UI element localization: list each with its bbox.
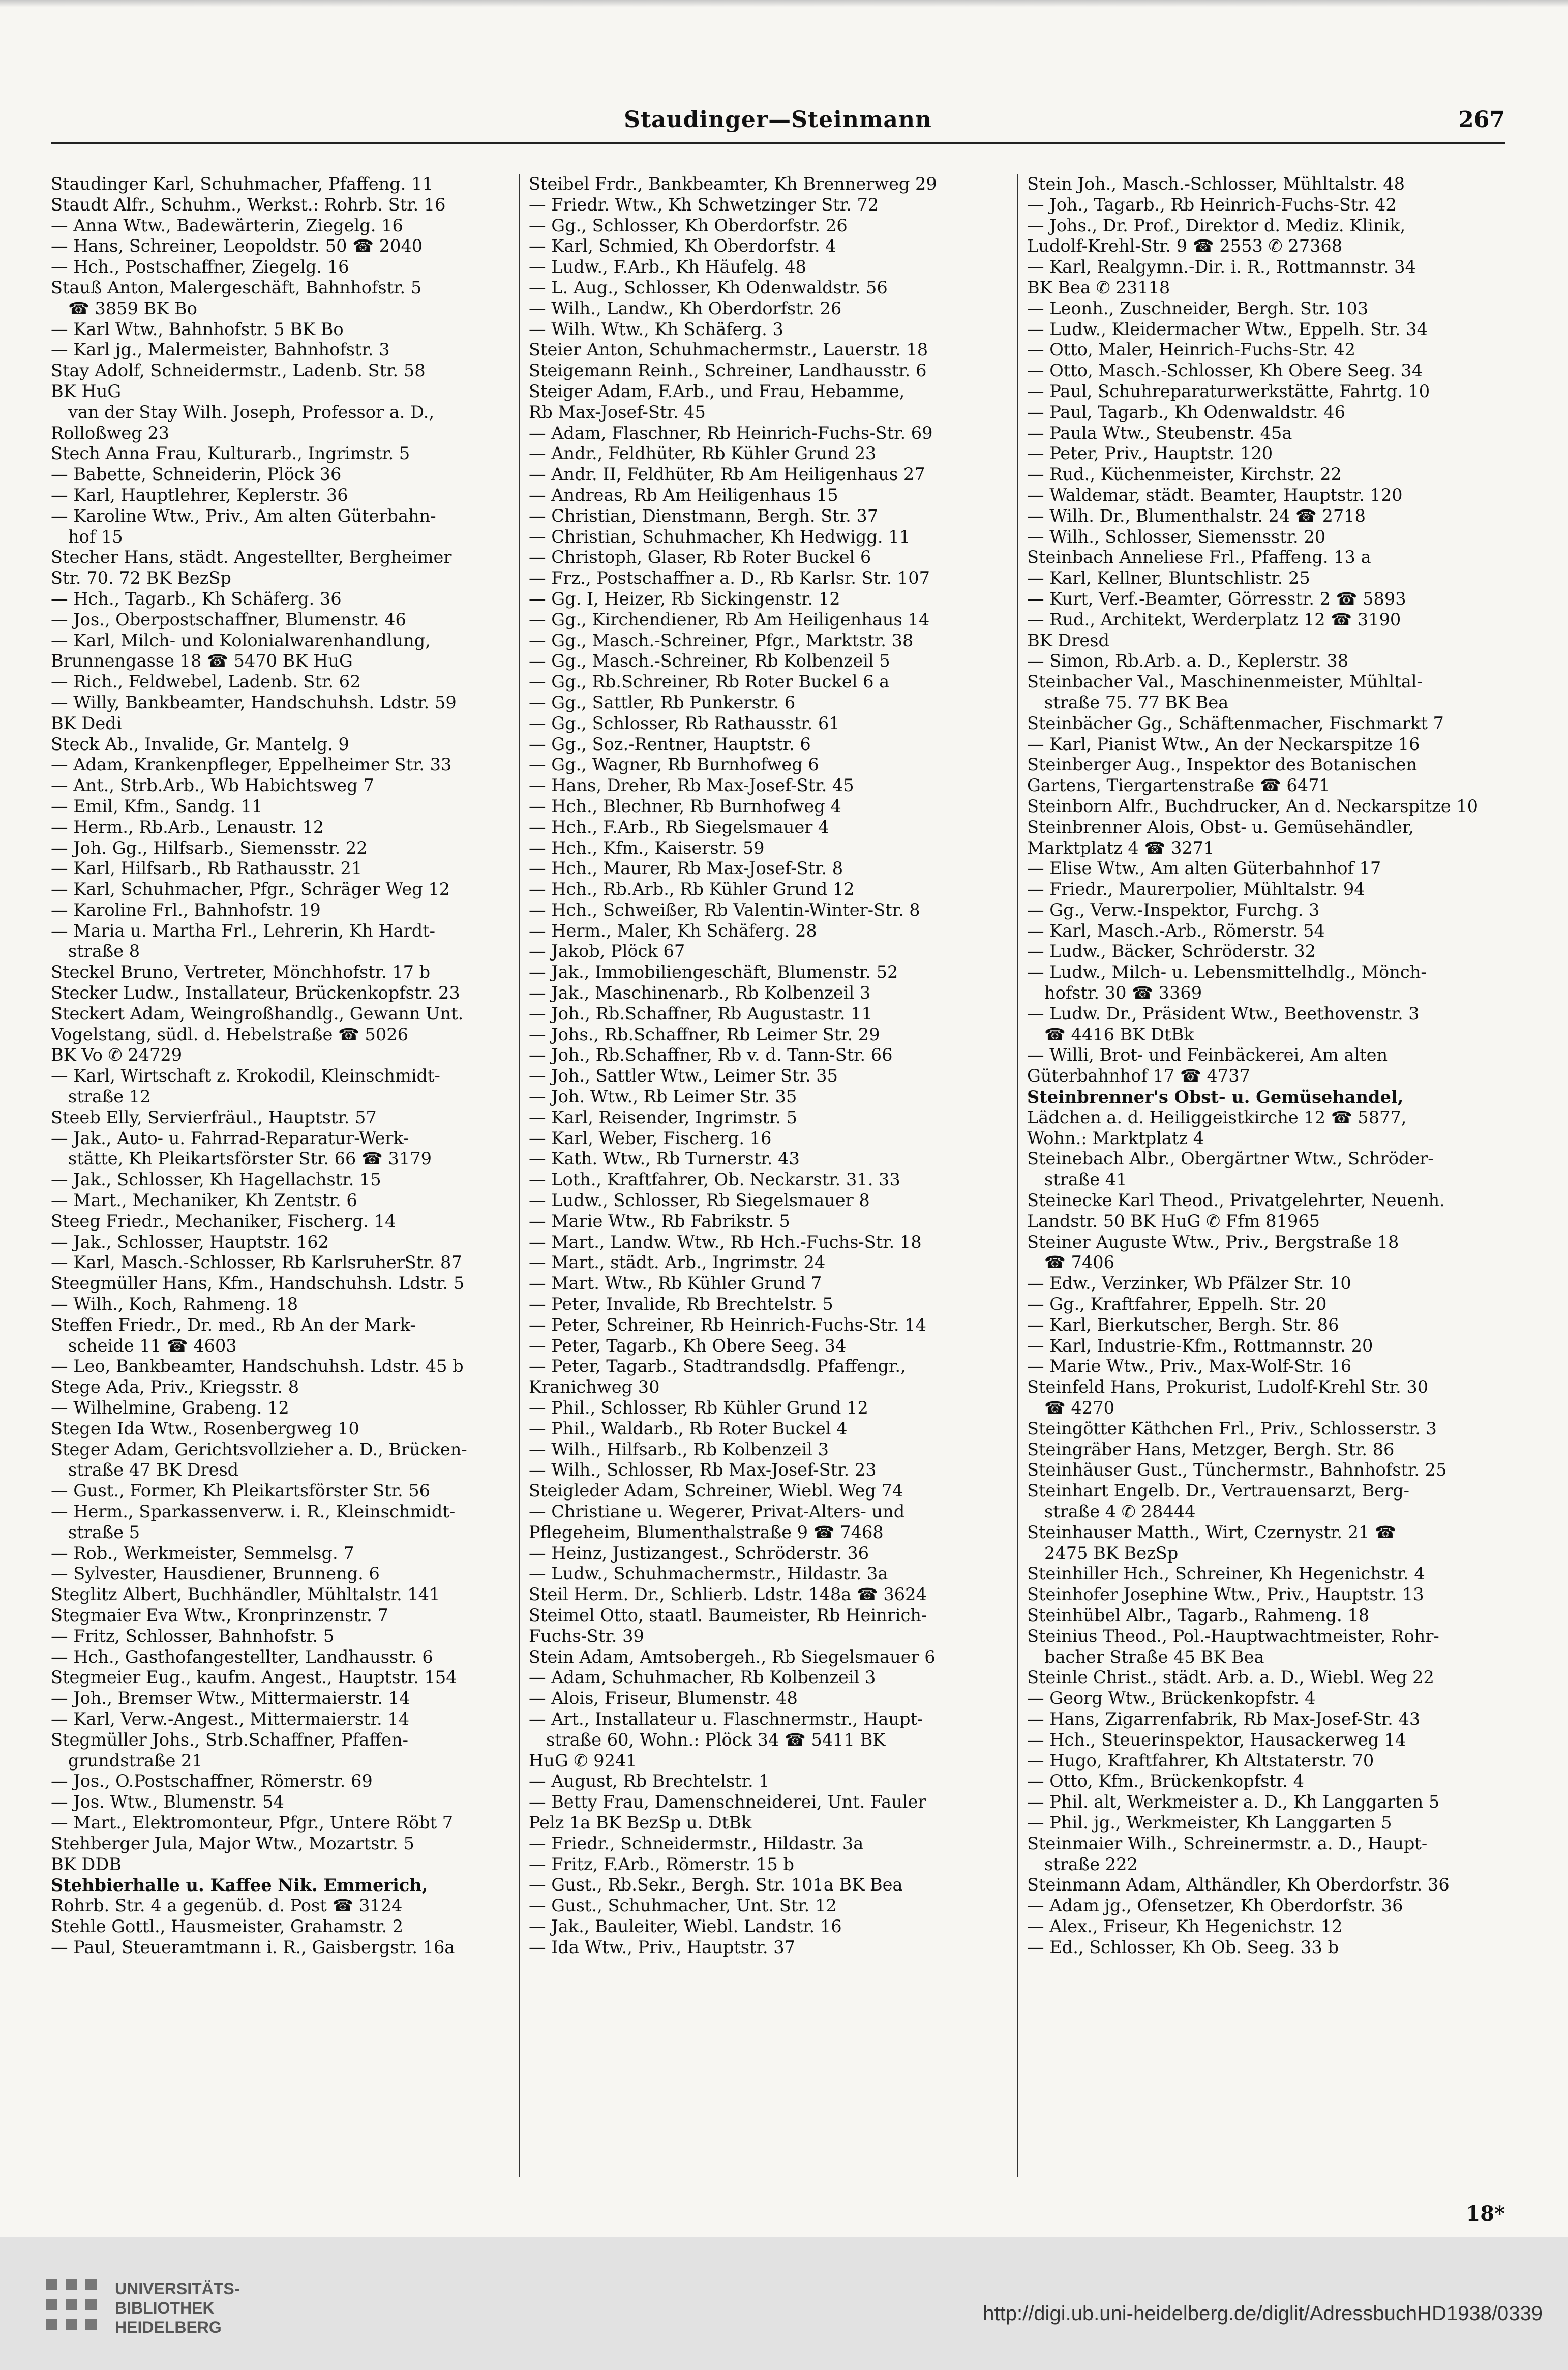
directory-entry: Steinberger Aug., Inspektor des Botanischen [1027, 755, 1418, 775]
directory-entry: Steimel Otto, staatl. Baumeister, Rb Heinrich- [529, 1605, 927, 1625]
directory-entry: — Ant., Strb.Arb., Wb Habichtsweg 7 [51, 775, 374, 796]
directory-entry: straße 4 ✆ 28444 [1044, 1502, 1196, 1521]
directory-entry: — Hch., Schweißer, Rb Valentin-Winter-Str. 8 [529, 899, 920, 920]
directory-entry: Steier Anton, Schuhmachermstr., Lauerstr. 18 [529, 340, 928, 360]
directory-entry: — Kurt, Verf.-Beamter, Görresstr. 2 ☎ 5893 [1027, 588, 1406, 609]
directory-entry: Landstr. 50 BK HuG ✆ Ffm 81965 [1027, 1211, 1320, 1231]
directory-entry: Steinebach Albr., Obergärtner Wtw., Schröder- [1027, 1149, 1434, 1169]
directory-entry: Steinmaier Wilh., Schreinermstr. a. D., Haupt- [1027, 1833, 1428, 1853]
directory-entry: Staudt Alfr., Schuhm., Werkst.: Rohrb. Str. 16 [51, 194, 446, 215]
directory-entry: — L. Aug., Schlosser, Kh Odenwaldstr. 56 [529, 277, 888, 297]
directory-entry: straße 8 [68, 941, 140, 962]
directory-entry: Stegen Ida Wtw., Rosenbergweg 10 [51, 1418, 359, 1438]
column-divider [519, 174, 520, 2177]
directory-entry: BK Dedi [51, 713, 122, 733]
directory-entry: — Elise Wtw., Am alten Güterbahnhof 17 [1027, 858, 1381, 879]
directory-entry: — Wilh., Schlosser, Siemensstr. 20 [1027, 526, 1326, 547]
directory-entry: BK Dresd [1027, 630, 1110, 650]
directory-entry: Steingräber Hans, Metzger, Bergh. Str. 86 [1027, 1439, 1395, 1459]
directory-entry: — Otto, Kfm., Brückenkopfstr. 4 [1027, 1771, 1304, 1791]
directory-entry: Stehbierhalle u. Kaffee Nik. Emmerich, [51, 1875, 428, 1896]
directory-entry: — Mart., Mechaniker, Kh Zentstr. 6 [51, 1190, 357, 1211]
directory-entry: Stein Adam, Amtsobergeh., Rb Siegelsmauer 6 [529, 1646, 936, 1667]
directory-entry: — Joh. Gg., Hilfsarb., Siemensstr. 22 [51, 837, 368, 858]
directory-entry: Steckel Bruno, Vertreter, Mönchhofstr. 17 b [51, 962, 431, 982]
directory-entry: — Frz., Postschaffner a. D., Rb Karlsr. Str. 107 [529, 568, 930, 588]
directory-entry: — Alex., Friseur, Kh Hegenichstr. 12 [1027, 1916, 1343, 1936]
directory-entry: — Hch., Blechner, Rb Burnhofweg 4 [529, 796, 841, 816]
directory-entry: — Waldemar, städt. Beamter, Hauptstr. 120 [1027, 485, 1403, 505]
directory-entry: — Paul, Steueramtmann i. R., Gaisbergstr. 16a [51, 1937, 455, 1957]
directory-entry: Steinfeld Hans, Prokurist, Ludolf-Krehl Str. 30 [1027, 1377, 1429, 1397]
directory-entry: — Ludw., Kleidermacher Wtw., Eppelh. Str. 34 [1027, 319, 1428, 339]
header-rule [51, 142, 1505, 144]
directory-entry: — Gg., Verw.-Inspektor, Furchg. 3 [1027, 899, 1320, 920]
directory-entry: — Phil., Schlosser, Rb Kühler Grund 12 [529, 1398, 868, 1418]
directory-entry: Steger Adam, Gerichtsvollzieher a. D., Brücken- [51, 1439, 467, 1459]
directory-entry: straße 5 [68, 1522, 140, 1542]
directory-entry: — Peter, Schreiner, Rb Heinrich-Fuchs-Str. 14 [529, 1314, 926, 1335]
logo-line: HEIDELBERG [115, 2318, 222, 2336]
directory-entry: ☎ 7406 [1044, 1252, 1114, 1273]
page-header [51, 102, 1505, 137]
directory-entry: — Karoline Frl., Bahnhofstr. 19 [51, 899, 321, 920]
directory-entry: Kranichweg 30 [529, 1377, 660, 1397]
directory-entry: — Joh. Wtw., Rb Leimer Str. 35 [529, 1087, 797, 1107]
directory-entry: — Wilh., Hilfsarb., Rb Kolbenzeil 3 [529, 1439, 829, 1459]
directory-entry: — Leo, Bankbeamter, Handschuhsh. Ldstr. 45 b [51, 1356, 464, 1376]
directory-entry: — Rud., Architekt, Werderplatz 12 ☎ 3190 [1027, 609, 1401, 629]
directory-entry: — Loth., Kraftfahrer, Ob. Neckarstr. 31. 33 [529, 1169, 900, 1190]
directory-entry: Pelz 1a BK BezSp u. DtBk [529, 1812, 752, 1833]
directory-entry: — Karl, Bierkutscher, Bergh. Str. 86 [1027, 1314, 1339, 1335]
directory-entry: — August, Rb Brechtelstr. 1 [529, 1771, 770, 1791]
directory-entry: — Joh., Sattler Wtw., Leimer Str. 35 [529, 1066, 838, 1086]
directory-entry: — Christian, Schuhmacher, Kh Hedwigg. 11 [529, 526, 910, 547]
directory-entry: — Joh., Rb.Schaffner, Rb Augustastr. 11 [529, 1003, 872, 1024]
directory-entry: Steinhübel Albr., Tagarb., Rahmeng. 18 [1027, 1605, 1370, 1625]
directory-entry: — Peter, Invalide, Rb Brechtelstr. 5 [529, 1294, 833, 1314]
directory-entry: Lädchen a. d. Heiliggeistkirche 12 ☎ 5877, [1027, 1107, 1407, 1127]
directory-entry: — Willy, Bankbeamter, Handschuhsh. Ldstr. 59 [51, 692, 457, 712]
directory-entry: Güterbahnhof 17 ☎ 4737 [1027, 1066, 1250, 1086]
directory-entry: scheide 11 ☎ 4603 [68, 1335, 237, 1356]
directory-entry: — Karl jg., Malermeister, Bahnhofstr. 3 [51, 340, 390, 360]
directory-entry: — Hch., Tagarb., Kh Schäferg. 36 [51, 588, 342, 609]
directory-entry: — Jakob, Plöck 67 [529, 941, 685, 962]
directory-entry: Steckert Adam, Weingroßhandlg., Gewann Unt. [51, 1003, 464, 1024]
directory-entry: — Gust., Former, Kh Pleikartsförster Str. 56 [51, 1481, 431, 1501]
directory-entry: Str. 70. 72 BK BezSp [51, 568, 231, 588]
directory-entry: BK HuG [51, 381, 122, 401]
directory-entry: — Peter, Priv., Hauptstr. 120 [1027, 443, 1273, 464]
directory-entry: — Hch., Rb.Arb., Rb Kühler Grund 12 [529, 879, 855, 899]
directory-entry: — Wilhelmine, Grabeng. 12 [51, 1398, 289, 1418]
directory-entry: — Ludw., F.Arb., Kh Häufelg. 48 [529, 257, 806, 277]
directory-entry: Stay Adolf, Schneidermstr., Ladenb. Str. 58 [51, 361, 426, 381]
directory-entry: — Karl, Masch.-Schlosser, Rb KarlsruherStr. 87 [51, 1252, 462, 1273]
directory-entry: — Joh., Tagarb., Rb Heinrich-Fuchs-Str. 42 [1027, 194, 1397, 215]
directory-entry: ☎ 4416 BK DtBk [1044, 1024, 1194, 1044]
directory-entry: — Karl, Kellner, Bluntschlistr. 25 [1027, 568, 1310, 588]
directory-entry: Staudinger Karl, Schuhmacher, Pfaffeng. 11 [51, 174, 433, 194]
directory-entry: — Mart., städt. Arb., Ingrimstr. 24 [529, 1252, 826, 1273]
directory-entry: Gartens, Tiergartenstraße ☎ 6471 [1027, 775, 1330, 796]
directory-entry: Steinhofer Josephine Wtw., Priv., Hauptstr. 13 [1027, 1584, 1424, 1605]
directory-entry: — Phil. alt, Werkmeister a. D., Kh Langgarten 5 [1027, 1792, 1440, 1812]
directory-entry: — Karl, Schmied, Kh Oberdorfstr. 4 [529, 236, 836, 256]
directory-entry: — Gg., Sattler, Rb Punkerstr. 6 [529, 692, 796, 712]
directory-entry: straße 41 [1044, 1169, 1127, 1190]
directory-entry: — Otto, Masch.-Schlosser, Kh Obere Seeg. 34 [1027, 361, 1423, 381]
directory-entry: — Karl, Industrie-Kfm., Rottmannstr. 20 [1027, 1335, 1373, 1356]
directory-entry: — Karl Wtw., Bahnhofstr. 5 BK Bo [51, 319, 344, 339]
directory-entry: hofstr. 30 ☎ 3369 [1044, 983, 1202, 1003]
directory-entry: HuG ✆ 9241 [529, 1750, 637, 1771]
directory-entry: — Adam, Krankenpfleger, Eppelheimer Str. 33 [51, 755, 452, 775]
directory-entry: — Gg., Wagner, Rb Burnhofweg 6 [529, 755, 819, 775]
directory-entry: van der Stay Wilh. Joseph, Professor a. D., [68, 402, 435, 422]
directory-entry: grundstraße 21 [68, 1750, 203, 1771]
directory-entry: — Simon, Rb.Arb. a. D., Keplerstr. 38 [1027, 651, 1349, 671]
directory-entry: — Paul, Schuhreparaturwerkstätte, Fahrtg. 10 [1027, 381, 1430, 401]
directory-entry: — Hch., Kfm., Kaiserstr. 59 [529, 837, 765, 858]
directory-entry: — Karoline Wtw., Priv., Am alten Güterbahn- [51, 505, 436, 526]
directory-entry: — Ed., Schlosser, Kh Ob. Seeg. 33 b [1027, 1937, 1339, 1957]
directory-entry: — Karl, Wirtschaft z. Krokodil, Kleinschmidt- [51, 1066, 440, 1086]
directory-entry: — Andreas, Rb Am Heiligenhaus 15 [529, 485, 838, 505]
directory-entry: — Joh., Bremser Wtw., Mittermaierstr. 14 [51, 1688, 410, 1708]
directory-entry: Steiger Adam, F.Arb., und Frau, Hebamme, [529, 381, 905, 401]
directory-entry: — Betty Frau, Damenschneiderei, Unt. Fauler [529, 1792, 926, 1812]
directory-entry: straße 75. 77 BK Bea [1044, 692, 1229, 712]
directory-entry: Rohrb. Str. 4 a gegenüb. d. Post ☎ 3124 [51, 1896, 403, 1916]
directory-entry: — Hch., Gasthofangestellter, Landhausstr. 6 [51, 1646, 433, 1667]
directory-entry: — Wilh., Landw., Kh Oberdorfstr. 26 [529, 298, 842, 318]
directory-entry: — Leonh., Zuschneider, Bergh. Str. 103 [1027, 298, 1369, 318]
permalink-url[interactable]: http://digi.ub.uni-heidelberg.de/diglit/AdressbuchHD1938/0339 [983, 2302, 1543, 2325]
directory-entry: — Jak., Schlosser, Kh Hagellachstr. 15 [51, 1169, 381, 1190]
directory-entry: — Herm., Maler, Kh Schäferg. 28 [529, 920, 817, 941]
directory-entry: — Paula Wtw., Steubenstr. 45a [1027, 423, 1292, 443]
directory-entry: Steinle Christ., städt. Arb. a. D., Wiebl. Weg 22 [1027, 1667, 1434, 1688]
directory-entry: — Phil., Waldarb., Rb Roter Buckel 4 [529, 1418, 848, 1438]
directory-entry: Steffen Friedr., Dr. med., Rb An der Mark- [51, 1314, 416, 1335]
directory-entry: Steinbrenner Alois, Obst- u. Gemüsehändler, [1027, 817, 1414, 837]
university-seal-icon [41, 2274, 102, 2335]
directory-entry: — Peter, Tagarb., Kh Obere Seeg. 34 [529, 1335, 847, 1356]
column-3 [1027, 174, 1510, 2198]
directory-entry: Steinhart Engelb. Dr., Vertrauensarzt, Berg- [1027, 1481, 1410, 1501]
directory-entry: — Hans, Schreiner, Leopoldstr. 50 ☎ 2040 [51, 236, 423, 256]
directory-entry: — Karl, Pianist Wtw., An der Neckarspitze 16 [1027, 734, 1420, 754]
directory-entry: — Andr. II, Feldhüter, Rb Am Heiligenhaus 27 [529, 464, 925, 485]
directory-entry: — Hch., Maurer, Rb Max-Josef-Str. 8 [529, 858, 843, 879]
directory-entry: — Peter, Tagarb., Stadtrandsdlg. Pfaffengr., [529, 1356, 906, 1376]
page-title: Staudinger—Steinmann [624, 107, 932, 133]
directory-entry: — Otto, Maler, Heinrich-Fuchs-Str. 42 [1027, 340, 1355, 360]
directory-entry: — Wilh., Schlosser, Rb Max-Josef-Str. 23 [529, 1460, 877, 1480]
directory-entry: — Alois, Friseur, Blumenstr. 48 [529, 1688, 798, 1708]
directory-entry: — Karl, Weber, Fischerg. 16 [529, 1128, 772, 1148]
directory-entry: — Jos. Wtw., Blumenstr. 54 [51, 1792, 284, 1812]
directory-entry: — Joh., Rb.Schaffner, Rb v. d. Tann-Str. 66 [529, 1045, 893, 1065]
directory-entry: Marktplatz 4 ☎ 3271 [1027, 837, 1215, 858]
directory-entry: Steinmann Adam, Althändler, Kh Oberdorfstr. 36 [1027, 1875, 1450, 1895]
scan-edge [0, 0, 1568, 7]
directory-entry: BK Bea ✆ 23118 [1027, 277, 1170, 297]
directory-entry: — Karl, Reisender, Ingrimstr. 5 [529, 1107, 798, 1127]
directory-entry: Steingötter Käthchen Frl., Priv., Schlosserstr. 3 [1027, 1418, 1437, 1438]
viewer-footer [0, 2237, 1568, 2370]
directory-entry: — Sylvester, Hausdiener, Brunneng. 6 [51, 1564, 380, 1584]
directory-entry: Steibel Frdr., Bankbeamter, Kh Brennerweg 29 [529, 174, 937, 194]
directory-entry: straße 222 [1044, 1854, 1138, 1874]
directory-entry: Steiner Auguste Wtw., Priv., Bergstraße 18 [1027, 1232, 1399, 1252]
directory-entry: Steigleder Adam, Schreiner, Wiebl. Weg 74 [529, 1481, 903, 1501]
directory-entry: Brunnengasse 18 ☎ 5470 BK HuG [51, 651, 353, 671]
directory-entry: — Rob., Werkmeister, Semmelsg. 7 [51, 1543, 354, 1563]
directory-entry: — Anna Wtw., Badewärterin, Ziegelg. 16 [51, 215, 403, 235]
page-number: 267 [1458, 107, 1505, 133]
directory-entry: — Karl, Verw.-Angest., Mittermaierstr. 14 [51, 1708, 410, 1729]
directory-entry: — Babette, Schneiderin, Plöck 36 [51, 464, 342, 485]
directory-entry: — Hans, Dreher, Rb Max-Josef-Str. 45 [529, 775, 854, 796]
directory-entry: — Jak., Bauleiter, Wiebl. Landstr. 16 [529, 1916, 842, 1936]
directory-entry: — Andr., Feldhüter, Rb Kühler Grund 23 [529, 443, 877, 464]
directory-entry: — Gust., Rb.Sekr., Bergh. Str. 101a BK Bea [529, 1875, 903, 1895]
directory-entry: — Gg., Kirchendiener, Rb Am Heiligenhaus 14 [529, 609, 930, 629]
directory-entry: Fuchs-Str. 39 [529, 1626, 644, 1646]
directory-entry: Steil Herm. Dr., Schlierb. Ldstr. 148a ☎ 3624 [529, 1584, 927, 1605]
directory-entry: — Gust., Schuhmacher, Unt. Str. 12 [529, 1896, 837, 1916]
directory-entry: — Ludw. Dr., Präsident Wtw., Beethovenstr. 3 [1027, 1003, 1420, 1024]
directory-entry: Stecker Ludw., Installateur, Brückenkopfstr. 23 [51, 983, 460, 1003]
directory-entry: — Karl, Hauptlehrer, Keplerstr. 36 [51, 485, 348, 505]
directory-entry: straße 47 BK Dresd [68, 1460, 239, 1480]
directory-entry: — Gg., Schlosser, Kh Oberdorfstr. 26 [529, 215, 848, 235]
directory-entry: — Hch., Postschaffner, Ziegelg. 16 [51, 257, 349, 277]
directory-entry: — Wilh. Dr., Blumenthalstr. 24 ☎ 2718 [1027, 505, 1366, 526]
directory-entry: — Ludw., Milch- u. Lebensmittelhdlg., Mönch- [1027, 962, 1427, 982]
directory-entry: BK DDB [51, 1854, 122, 1874]
directory-entry: — Gg., Soz.-Rentner, Hauptstr. 6 [529, 734, 811, 754]
directory-entry: Stehberger Jula, Major Wtw., Mozartstr. 5 [51, 1833, 414, 1853]
directory-entry: Stege Ada, Priv., Kriegsstr. 8 [51, 1377, 299, 1397]
directory-entry: — Adam, Schuhmacher, Rb Kolbenzeil 3 [529, 1667, 876, 1688]
directory-entry: — Ida Wtw., Priv., Hauptstr. 37 [529, 1937, 795, 1957]
directory-entry: — Jak., Auto- u. Fahrrad-Reparatur-Werk- [51, 1128, 409, 1148]
directory-entry: Steinbrenner's Obst- u. Gemüsehandel, [1027, 1087, 1404, 1107]
directory-entry: Steeb Elly, Servierfräul., Hauptstr. 57 [51, 1107, 377, 1127]
directory-entry: — Karl, Masch.-Arb., Römerstr. 54 [1027, 920, 1325, 941]
directory-entry: — Heinz, Justizangest., Schröderstr. 36 [529, 1543, 869, 1563]
directory-entry: Stech Anna Frau, Kulturarb., Ingrimstr. 5 [51, 443, 410, 464]
directory-entry: — Hch., Steuerinspektor, Hausackerweg 14 [1027, 1729, 1406, 1750]
directory-entry: Steinius Theod., Pol.-Hauptwachtmeister, Rohr- [1027, 1626, 1439, 1646]
directory-entry: Steinhiller Hch., Schreiner, Kh Hegenichstr. 4 [1027, 1564, 1425, 1584]
directory-entry: — Herm., Sparkassenverw. i. R., Kleinschmidt- [51, 1502, 456, 1521]
directory-entry: — Jak., Schlosser, Hauptstr. 162 [51, 1232, 329, 1252]
directory-entry: — Karl, Hilfsarb., Rb Rathausstr. 21 [51, 858, 363, 879]
directory-entry: — Friedr., Schneidermstr., Hildastr. 3a [529, 1833, 864, 1853]
directory-entry: Stegmüller Johs., Strb.Schaffner, Pfaffen- [51, 1729, 408, 1750]
directory-entry: Steinecke Karl Theod., Privatgelehrter, Neuenh. [1027, 1190, 1445, 1211]
column-2 [529, 174, 1004, 2198]
directory-entry: — Gg. I, Heizer, Rb Sickingenstr. 12 [529, 588, 840, 609]
directory-entry: — Rich., Feldwebel, Ladenb. Str. 62 [51, 672, 361, 692]
directory-entry: — Willi, Brot- und Feinbäckerei, Am alten [1027, 1045, 1388, 1065]
directory-entry: — Fritz, Schlosser, Bahnhofstr. 5 [51, 1626, 335, 1646]
directory-entry: Stegmeier Eug., kaufm. Angest., Hauptstr. 154 [51, 1667, 457, 1688]
directory-entry: 2475 BK BezSp [1044, 1543, 1179, 1563]
directory-entry: — Christiane u. Wegerer, Privat-Alters- und [529, 1502, 905, 1521]
directory-entry: — Jak., Immobiliengeschäft, Blumenstr. 52 [529, 962, 898, 982]
directory-entry: Ludolf-Krehl-Str. 9 ☎ 2553 ✆ 27368 [1027, 236, 1343, 256]
directory-entry: ☎ 3859 BK Bo [68, 298, 197, 318]
directory-entry: — Adam, Flaschner, Rb Heinrich-Fuchs-Str. 69 [529, 423, 933, 443]
directory-entry: — Karl, Realgymn.-Dir. i. R., Rottmannstr. 34 [1027, 257, 1416, 277]
directory-entry: — Hugo, Kraftfahrer, Kh Altstaterstr. 70 [1027, 1750, 1374, 1771]
directory-entry: — Johs., Rb.Schaffner, Rb Leimer Str. 29 [529, 1024, 880, 1044]
directory-entry: Wohn.: Marktplatz 4 [1027, 1128, 1204, 1148]
directory-entry: — Jos., O.Postschaffner, Römerstr. 69 [51, 1771, 373, 1791]
directory-entry: — Johs., Dr. Prof., Direktor d. Mediz. Klinik, [1027, 215, 1406, 235]
directory-entry: — Maria u. Martha Frl., Lehrerin, Kh Hardt- [51, 920, 436, 941]
signature-mark: 18* [1466, 2202, 1505, 2226]
directory-entry: straße 12 [68, 1087, 151, 1107]
directory-entry: — Rud., Küchenmeister, Kirchstr. 22 [1027, 464, 1342, 485]
directory-entry: Rolloßweg 23 [51, 423, 170, 443]
directory-entry: — Mart. Wtw., Rb Kühler Grund 7 [529, 1273, 822, 1294]
directory-entry: Steinbächer Gg., Schäftenmacher, Fischmarkt 7 [1027, 713, 1444, 733]
directory-entry: Stegmaier Eva Wtw., Kronprinzenstr. 7 [51, 1605, 388, 1625]
directory-entry: — Hans, Zigarrenfabrik, Rb Max-Josef-Str. 43 [1027, 1708, 1421, 1729]
directory-entry: hof 15 [68, 526, 123, 547]
directory-entry: ☎ 4270 [1044, 1398, 1114, 1418]
directory-entry: Pflegeheim, Blumenthalstraße 9 ☎ 7468 [529, 1522, 884, 1542]
directory-entry: Steinbach Anneliese Frl., Pfaffeng. 13 a [1027, 547, 1371, 567]
directory-entry: — Christian, Dienstmann, Bergh. Str. 37 [529, 505, 879, 526]
directory-entry: — Jak., Maschinenarb., Rb Kolbenzeil 3 [529, 983, 871, 1003]
directory-entry: — Wilh. Wtw., Kh Schäferg. 3 [529, 319, 783, 339]
directory-entry: — Herm., Rb.Arb., Lenaustr. 12 [51, 817, 324, 837]
directory-entry: — Mart., Elektromonteur, Pfgr., Untere Röbt 7 [51, 1812, 454, 1833]
directory-entry: — Gg., Kraftfahrer, Eppelh. Str. 20 [1027, 1294, 1327, 1314]
directory-entry: Stauß Anton, Malergeschäft, Bahnhofstr. 5 [51, 277, 422, 297]
directory-entry: straße 60, Wohn.: Plöck 34 ☎ 5411 BK [546, 1729, 886, 1750]
directory-entry: — Phil. jg., Werkmeister, Kh Langgarten 5 [1027, 1812, 1392, 1833]
directory-entry: Steinbacher Val., Maschinenmeister, Mühltal- [1027, 672, 1423, 692]
library-logo-text [115, 2279, 239, 2337]
directory-entry: — Friedr., Maurerpolier, Mühltalstr. 94 [1027, 879, 1365, 899]
directory-entry: — Fritz, F.Arb., Römerstr. 15 b [529, 1854, 795, 1874]
directory-entry: — Gg., Schlosser, Rb Rathausstr. 61 [529, 713, 840, 733]
directory-entry: Stecher Hans, städt. Angestellter, Bergheimer [51, 547, 452, 567]
directory-entry: — Georg Wtw., Brückenkopfstr. 4 [1027, 1688, 1316, 1708]
directory-entry: — Mart., Landw. Wtw., Rb Hch.-Fuchs-Str. 18 [529, 1232, 922, 1252]
directory-entry: — Gg., Rb.Schreiner, Rb Roter Buckel 6 a [529, 672, 890, 692]
directory-entry: — Marie Wtw., Rb Fabrikstr. 5 [529, 1211, 790, 1231]
directory-entry: — Gg., Masch.-Schreiner, Pfgr., Marktstr. 38 [529, 630, 914, 650]
directory-entry: — Wilh., Koch, Rahmeng. 18 [51, 1294, 298, 1314]
directory-entry: — Ludw., Schuhmachermstr., Hildastr. 3a [529, 1564, 888, 1584]
directory-entry: — Christoph, Glaser, Rb Roter Buckel 6 [529, 547, 871, 567]
directory-entry: — Edw., Verzinker, Wb Pfälzer Str. 10 [1027, 1273, 1351, 1294]
column-divider [1017, 174, 1018, 2177]
directory-entry: — Kath. Wtw., Rb Turnerstr. 43 [529, 1149, 800, 1169]
directory-entry: Steegmüller Hans, Kfm., Handschuhsh. Ldstr. 5 [51, 1273, 465, 1294]
directory-entry: Rb Max-Josef-Str. 45 [529, 402, 706, 422]
directory-entry: Steigemann Reinh., Schreiner, Landhausstr. 6 [529, 361, 927, 381]
directory-entry: Stehle Gottl., Hausmeister, Grahamstr. 2 [51, 1916, 404, 1936]
column-1 [51, 174, 508, 2198]
directory-entry: — Paul, Tagarb., Kh Odenwaldstr. 46 [1027, 402, 1346, 422]
directory-entry: Steinhäuser Gust., Tünchermstr., Bahnhofstr. 25 [1027, 1460, 1447, 1480]
directory-entry: — Adam jg., Ofensetzer, Kh Oberdorfstr. 36 [1027, 1896, 1403, 1916]
directory-entry: — Emil, Kfm., Sandg. 11 [51, 796, 263, 816]
directory-entry: — Karl, Milch- und Kolonialwarenhandlung, [51, 630, 431, 650]
directory-entry: — Jos., Oberpostschaffner, Blumenstr. 46 [51, 609, 406, 629]
directory-entry: — Karl, Schuhmacher, Pfgr., Schräger Weg 12 [51, 879, 450, 899]
directory-entry: Steglitz Albert, Buchhändler, Mühltalstr. 141 [51, 1584, 440, 1605]
directory-entry: — Friedr. Wtw., Kh Schwetzinger Str. 72 [529, 194, 879, 215]
directory-entry: bacher Straße 45 BK Bea [1044, 1646, 1264, 1667]
directory-entry: — Ludw., Schlosser, Rb Siegelsmauer 8 [529, 1190, 870, 1211]
directory-entry: Steeg Friedr., Mechaniker, Fischerg. 14 [51, 1211, 396, 1231]
directory-entry: stätte, Kh Pleikartsförster Str. 66 ☎ 3179 [68, 1149, 432, 1169]
directory-entry: Steinhauser Matth., Wirt, Czernystr. 21 ☎ [1027, 1522, 1396, 1542]
directory-entry: — Gg., Masch.-Schreiner, Rb Kolbenzeil 5 [529, 651, 890, 671]
logo-line: UNIVERSITÄTS- [115, 2279, 240, 2298]
directory-entry: Steck Ab., Invalide, Gr. Mantelg. 9 [51, 734, 349, 754]
directory-entry: — Ludw., Bäcker, Schröderstr. 32 [1027, 941, 1316, 962]
directory-entry: Vogelstang, südl. d. Hebelstraße ☎ 5026 [51, 1024, 408, 1044]
directory-entry: — Hch., F.Arb., Rb Siegelsmauer 4 [529, 817, 829, 837]
logo-line: BIBLIOTHEK [115, 2299, 215, 2317]
directory-entry: — Art., Installateur u. Flaschnermstr., Haupt- [529, 1708, 923, 1729]
directory-entry: Stein Joh., Masch.-Schlosser, Mühltalstr. 48 [1027, 174, 1405, 194]
directory-entry: Steinborn Alfr., Buchdrucker, An d. Neckarspitze 10 [1027, 796, 1479, 816]
directory-entry: BK Vo ✆ 24729 [51, 1045, 183, 1065]
directory-entry: — Marie Wtw., Priv., Max-Wolf-Str. 16 [1027, 1356, 1352, 1376]
